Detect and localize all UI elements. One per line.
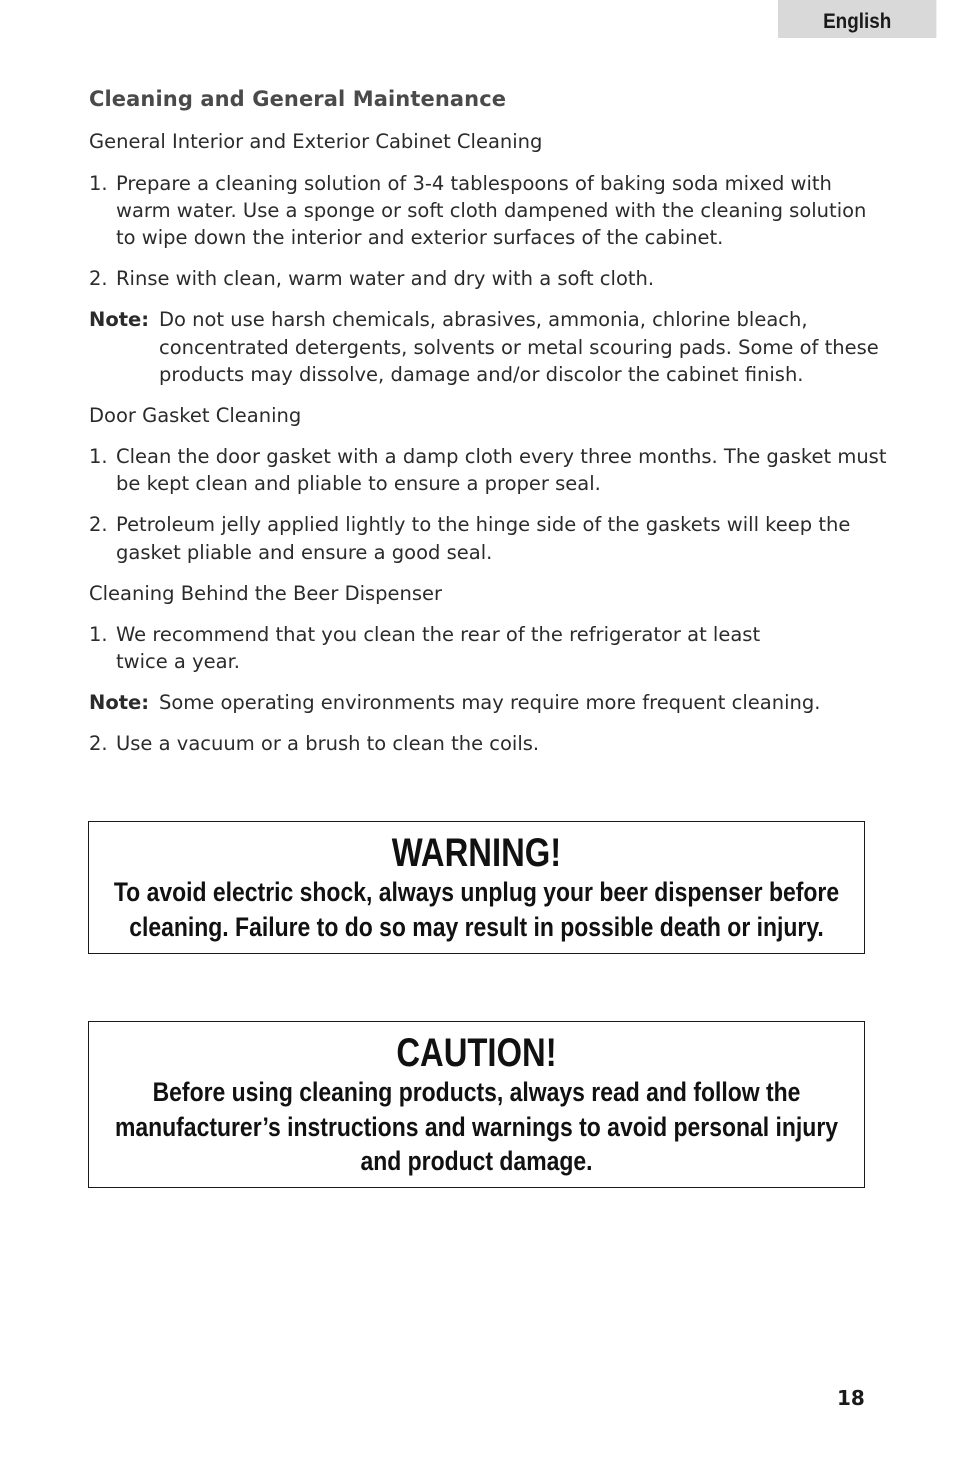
list-text-continuation: warm water. Use a sponge or soft cloth dampened with the cleaning solution (116, 199, 867, 222)
list-text: Prepare a cleaning solution of 3-4 tablespoons of baking soda mixed with (116, 172, 832, 195)
list-item (89, 730, 539, 757)
caution-text: Before using cleaning products, always read and follow the manufacturer’s instructions and warnings to avoid personal injury and product damage. (114, 1077, 839, 1176)
note-label: Note: (89, 691, 150, 714)
list-number: 1. (89, 623, 108, 646)
list-text: Use a vacuum or a brush to clean the coils. (116, 732, 540, 755)
list-item (89, 265, 654, 292)
list-item (89, 621, 760, 648)
subsection-heading-behind: Cleaning Behind the Beer Dispenser (89, 582, 443, 605)
note-label: Note: (89, 308, 150, 331)
caution-box (88, 1021, 865, 1188)
note (89, 306, 808, 333)
note-text-continuation: concentrated detergents, solvents or metal scouring pads. Some of these (159, 336, 879, 359)
note-text-continuation: products may dissolve, damage and/or discolor the cabinet finish. (159, 363, 804, 386)
list-item (89, 443, 886, 470)
warning-title: WARNING! (391, 831, 562, 875)
caution-title: CAUTION! (396, 1031, 557, 1075)
list-text: We recommend that you clean the rear of the refrigerator at least (116, 623, 761, 646)
note-text: Do not use harsh chemicals, abrasives, ammonia, chlorine bleach, (159, 308, 808, 331)
list-text: Petroleum jelly applied lightly to the hinge side of the gaskets will keep the (116, 513, 851, 536)
list-text: Rinse with clean, warm water and dry with a soft cloth. (116, 267, 655, 290)
language-tab: English (778, 0, 936, 38)
list-number: 2. (89, 267, 108, 290)
subsection-heading-gasket: Door Gasket Cleaning (89, 404, 302, 427)
list-number: 2. (89, 513, 108, 536)
list-number: 1. (89, 445, 108, 468)
list-text-continuation: to wipe down the interior and exterior surfaces of the cabinet. (116, 226, 724, 249)
list-text: Clean the door gasket with a damp cloth every three months. The gasket must (116, 445, 887, 468)
page-number: 18 (837, 1386, 865, 1410)
list-item (89, 511, 850, 538)
list-number: 1. (89, 172, 108, 195)
warning-box (88, 821, 865, 954)
list-text-continuation: twice a year. (116, 650, 240, 673)
list-text-continuation: gasket pliable and ensure a good seal. (116, 541, 493, 564)
subsection-heading-general: General Interior and Exterior Cabinet Cleaning (89, 130, 543, 153)
warning-text: To avoid electric shock, always unplug your beer dispenser before cleaning. Failure to do so may result in possible death or injury. (113, 877, 840, 942)
list-text-continuation: be kept clean and pliable to ensure a proper seal. (116, 472, 601, 495)
section-title: Cleaning and General Maintenance (89, 87, 507, 111)
note-text: Some operating environments may require more frequent cleaning. (159, 691, 821, 714)
note (89, 689, 820, 716)
list-number: 2. (89, 732, 108, 755)
list-item (89, 170, 832, 197)
